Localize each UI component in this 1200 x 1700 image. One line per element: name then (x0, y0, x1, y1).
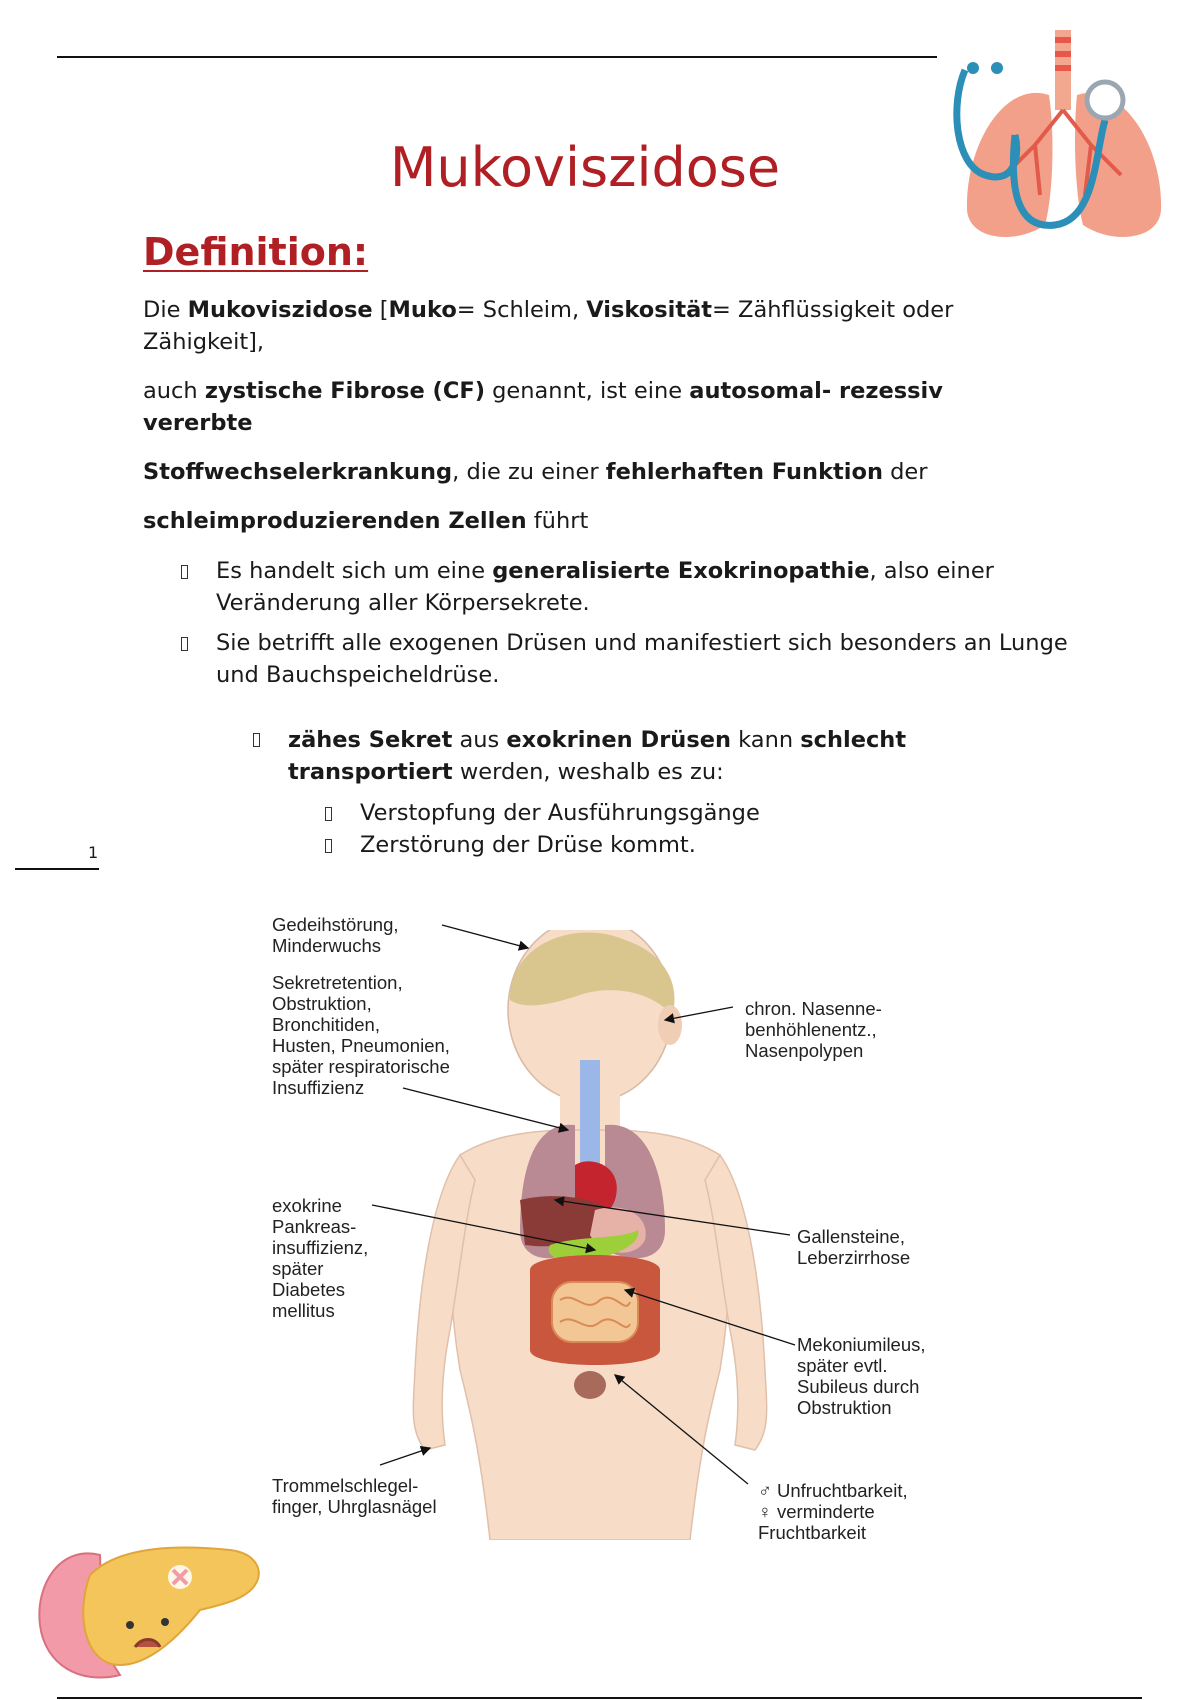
bullet-exokrinopathie: Es handelt sich um eine generalisierte Exokrinopathie, also einer Veränderung aller Körpersekrete. (216, 558, 994, 616)
label-gallensteine: Gallensteine, Leberzirrhose (797, 1226, 911, 1268)
label-sekretretention: Sekretretention, Obstruktion, Bronchitiden, Husten, Pneumonien, später respiratorische Insuffizienz (272, 972, 450, 1098)
definition-heading: Definition: (143, 230, 369, 274)
label-unfruchtbarkeit: ♂ Unfruchtbarkeit, ♀ verminderte Fruchtbarkeit (758, 1480, 908, 1543)
sad-pancreas-icon (30, 1525, 270, 1685)
bullet-zaehes-sekret: zähes Sekret aus exokrinen Drüsen kann schlecht transportiert werden, weshalb es zu: (288, 727, 907, 785)
label-mekoniumileus: Mekoniumileus, später evtl. Subileus durch Obstruktion (797, 1334, 926, 1418)
label-trommelschlegel: Trommelschlegel- finger, Uhrglasnägel (272, 1475, 437, 1517)
definition-paragraph-3: Stoffwechselerkrankung, die zu einer fehlerhaften Funktion der (143, 459, 928, 485)
label-nasennebenhoehlen: chron. Nasenne- benhöhlenentz., Nasenpolypen (745, 998, 882, 1061)
bullet-verstopfung: Verstopfung der Ausführungsgänge (360, 800, 760, 826)
footnote-marker: 1 (88, 843, 99, 862)
label-pankreasinsuffizienz: exokrine Pankreas- insuffizienz, später Diabetes mellitus (272, 1195, 369, 1321)
bullet-druesen: Sie betrifft alle exogenen Drüsen und manifestiert sich besonders an Lunge und Bauchspeicheldrüse. (216, 630, 1068, 688)
definition-paragraph-1: Die Mukoviszidose [Muko= Schleim, Viskosität= Zähflüssigkeit oder Zähigkeit], (143, 297, 954, 355)
bullet-zerstoerung: Zerstörung der Drüse kommt. (360, 832, 696, 858)
definition-paragraph-2: auch zystische Fibrose (CF) genannt, ist eine autosomal- rezessiv vererbte (143, 378, 943, 436)
page-title: Mukoviszidose (389, 136, 781, 199)
label-gedeihstoerung: Gedeihstörung, Minderwuchs (272, 914, 399, 956)
definition-paragraph-4: schleimproduzierenden Zellen führt (143, 508, 589, 534)
